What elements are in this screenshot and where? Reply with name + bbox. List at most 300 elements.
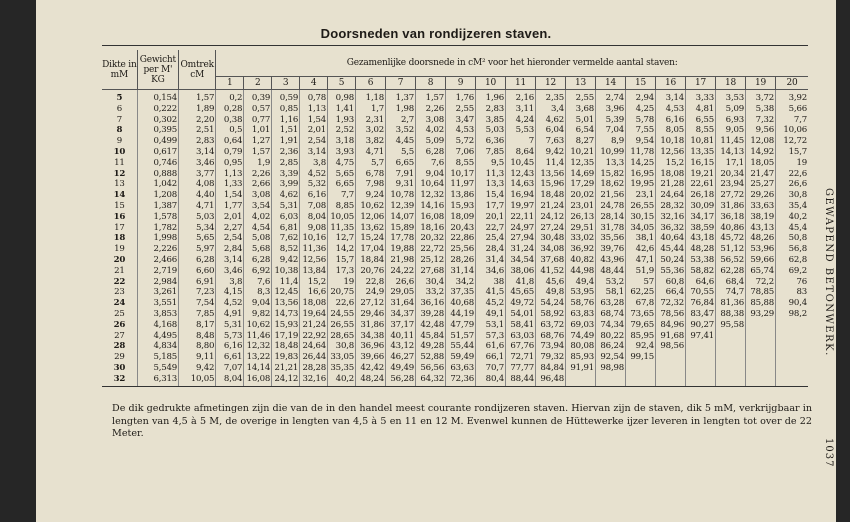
- cell-doorsnede: 6,61: [216, 352, 244, 363]
- cell-doorsnede: 43,13: [746, 223, 776, 234]
- cell-doorsnede: 6,65: [386, 158, 416, 169]
- cell-doorsnede: 98,56: [656, 341, 686, 352]
- cell-doorsnede: 27,68: [416, 266, 446, 277]
- cell-doorsnede: 27,72: [716, 190, 746, 201]
- table-row: [102, 363, 808, 374]
- cell-doorsnede: 34,37: [386, 309, 416, 320]
- cell-gewicht: 4,495: [137, 331, 178, 342]
- header-count: 1: [216, 77, 244, 90]
- cell-doorsnede: 55,44: [446, 341, 476, 352]
- cell-doorsnede: 56,28: [386, 374, 416, 386]
- cell-doorsnede: 16,08: [416, 212, 446, 223]
- cell-doorsnede: [716, 352, 746, 363]
- cell-doorsnede: 7,06: [446, 147, 476, 158]
- cell-doorsnede: 42,42: [356, 363, 386, 374]
- cell-doorsnede: 9,08: [300, 223, 328, 234]
- cell-dikte: 30: [102, 363, 137, 374]
- cell-doorsnede: 56,8: [788, 244, 807, 255]
- cell-doorsnede: 15,7: [328, 255, 356, 266]
- cell-dikte: 8: [102, 125, 137, 136]
- cell-doorsnede: 7,7: [328, 190, 356, 201]
- header-count: 10: [476, 77, 506, 90]
- cell-doorsnede: 6,54: [566, 125, 596, 136]
- cell-doorsnede: 90,4: [788, 298, 807, 309]
- book-page: [36, 0, 836, 522]
- cell-doorsnede: 33,02: [566, 233, 596, 244]
- cell-doorsnede: 3,46: [216, 266, 244, 277]
- cell-doorsnede: 44,19: [446, 309, 476, 320]
- cell-doorsnede: 46,27: [386, 352, 416, 363]
- cell-doorsnede: 5,38: [746, 104, 776, 115]
- cell-doorsnede: 4,62: [272, 190, 300, 201]
- cell-doorsnede: 25,27: [746, 179, 776, 190]
- cell-dikte: 23: [102, 287, 137, 298]
- cell-doorsnede: 12,7: [328, 233, 356, 244]
- cell-doorsnede: 93,29: [746, 309, 776, 320]
- cell-doorsnede: 10,64: [416, 179, 446, 190]
- cell-doorsnede: 57,3: [476, 331, 506, 342]
- cell-doorsnede: 4,81: [686, 104, 716, 115]
- header-count: 17: [686, 77, 716, 90]
- cell-doorsnede: 21,28: [656, 179, 686, 190]
- cell-doorsnede: 18,09: [446, 212, 476, 223]
- cell-doorsnede: 7,08: [300, 201, 328, 212]
- cell-doorsnede: 31,86: [716, 201, 746, 212]
- table-row: [102, 320, 808, 331]
- cell-doorsnede: 1,27: [244, 136, 272, 147]
- cell-doorsnede: 1,16: [272, 115, 300, 126]
- cell-doorsnede: 18,16: [416, 223, 446, 234]
- header-count: 20: [776, 77, 808, 90]
- cell-doorsnede: 66,4: [656, 287, 686, 298]
- cell-doorsnede: 91,91: [566, 363, 596, 374]
- header-count: 3: [272, 77, 300, 90]
- cell-doorsnede: 21,21: [272, 363, 300, 374]
- cell-doorsnede: 63,03: [506, 331, 536, 342]
- cell-doorsnede: 14,14: [244, 363, 272, 374]
- cell-doorsnede: 74,7: [716, 287, 746, 298]
- table-row: [102, 179, 808, 190]
- cell-doorsnede: 40,11: [386, 331, 416, 342]
- cell-doorsnede: 45,44: [656, 244, 686, 255]
- cell-doorsnede: 45,84: [416, 331, 446, 342]
- cell-doorsnede: 4,02: [244, 212, 272, 223]
- cell-doorsnede: 32,16: [656, 212, 686, 223]
- cell-doorsnede: 15,7: [788, 146, 807, 157]
- cell-doorsnede: 3,8: [216, 277, 244, 288]
- cell-doorsnede: 27,12: [356, 298, 386, 309]
- cell-doorsnede: 53,1: [476, 320, 506, 331]
- cell-doorsnede: 7,91: [386, 169, 416, 180]
- cell-doorsnede: 76,84: [686, 298, 716, 309]
- cell-doorsnede: 22,6: [788, 168, 807, 179]
- cell-doorsnede: 15,93: [446, 201, 476, 212]
- cell-doorsnede: 16,95: [626, 169, 656, 180]
- cell-doorsnede: 0,39: [244, 90, 272, 104]
- cell-doorsnede: 39,76: [596, 244, 626, 255]
- cell-doorsnede: 78,56: [656, 309, 686, 320]
- cell-doorsnede: 6,93: [716, 115, 746, 126]
- rebar-section-table: [102, 50, 808, 387]
- cell-doorsnede: 13,35: [686, 147, 716, 158]
- cell-doorsnede: 28,4: [476, 244, 506, 255]
- cell-doorsnede: 22,72: [416, 244, 446, 255]
- header-count: 14: [596, 77, 626, 90]
- cell-doorsnede: 7,04: [596, 125, 626, 136]
- cell-omtrek: 8,80: [179, 341, 216, 352]
- cell-doorsnede: 68,74: [596, 309, 626, 320]
- cell-doorsnede: 55,36: [656, 266, 686, 277]
- cell-dikte: 22: [102, 277, 137, 288]
- cell-doorsnede: [686, 352, 716, 363]
- cell-doorsnede: 2,01: [300, 125, 328, 136]
- cell-doorsnede: 30,15: [626, 212, 656, 223]
- cell-doorsnede: 3,14: [656, 90, 686, 104]
- cell-doorsnede: 38,06: [506, 266, 536, 277]
- cell-gewicht: 0,302: [137, 115, 178, 126]
- cell-doorsnede: 40,2: [788, 211, 807, 222]
- cell-dikte: 29: [102, 352, 137, 363]
- cell-doorsnede: 4,45: [386, 136, 416, 147]
- cell-doorsnede: 15,2: [656, 158, 686, 169]
- cell-doorsnede: 14,63: [506, 179, 536, 190]
- cell-doorsnede: 1,18: [356, 90, 386, 104]
- cell-gewicht: 5,549: [137, 363, 178, 374]
- cell-doorsnede: 61,6: [476, 341, 506, 352]
- cell-doorsnede: 2,66: [244, 179, 272, 190]
- cell-doorsnede: 11,4: [272, 277, 300, 288]
- cell-doorsnede: 2,26: [244, 169, 272, 180]
- cell-doorsnede: 8,52: [272, 244, 300, 255]
- cell-gewicht: 3,551: [137, 298, 178, 309]
- cell-doorsnede: 2,26: [416, 104, 446, 115]
- cell-gewicht: 0,617: [137, 147, 178, 158]
- cell-doorsnede: 33,2: [416, 287, 446, 298]
- cell-doorsnede: 2,55: [566, 90, 596, 104]
- cell-doorsnede: 0,5: [216, 125, 244, 136]
- header-count: 18: [716, 77, 746, 90]
- cell-doorsnede: 24,64: [656, 190, 686, 201]
- cell-doorsnede: 1,51: [272, 125, 300, 136]
- cell-doorsnede: 56,52: [716, 255, 746, 266]
- cell-doorsnede: 16,15: [686, 158, 716, 169]
- cell-doorsnede: 19,83: [272, 352, 300, 363]
- cell-doorsnede: [776, 341, 808, 352]
- cell-dikte: 17: [102, 223, 137, 234]
- cell-dikte: 24: [102, 298, 137, 309]
- cell-gewicht: 6,313: [137, 374, 178, 386]
- cell-doorsnede: 34,6: [476, 266, 506, 277]
- cell-dikte: 14: [102, 190, 137, 201]
- cell-doorsnede: 5,39: [596, 115, 626, 126]
- cell-gewicht: 0,499: [137, 136, 178, 147]
- table-row: [102, 115, 808, 126]
- cell-doorsnede: 29,51: [566, 223, 596, 234]
- cell-doorsnede: 72,36: [446, 374, 476, 386]
- cell-doorsnede: [626, 363, 656, 374]
- cell-doorsnede: 4,15: [216, 287, 244, 298]
- cell-doorsnede: 16,94: [506, 190, 536, 201]
- cell-doorsnede: 49,8: [536, 287, 566, 298]
- cell-doorsnede: 1,77: [216, 201, 244, 212]
- header-count: 2: [244, 77, 272, 90]
- cell-doorsnede: 31,24: [506, 244, 536, 255]
- cell-gewicht: 0,222: [137, 104, 178, 115]
- cell-dikte: 11: [102, 158, 137, 169]
- cell-doorsnede: 65,74: [746, 266, 776, 277]
- cell-doorsnede: 16,6: [300, 287, 328, 298]
- cell-doorsnede: 5,72: [446, 136, 476, 147]
- cell-doorsnede: 10,05: [328, 212, 356, 223]
- cell-doorsnede: 38,1: [626, 233, 656, 244]
- cell-doorsnede: 0,38: [216, 115, 244, 126]
- cell-doorsnede: 1,9: [244, 158, 272, 169]
- cell-doorsnede: 1,96: [476, 90, 506, 104]
- cell-doorsnede: 20,76: [356, 266, 386, 277]
- table-row: [102, 223, 808, 234]
- cell-doorsnede: 11,78: [626, 147, 656, 158]
- cell-doorsnede: 19,64: [300, 309, 328, 320]
- cell-doorsnede: 3,93: [328, 147, 356, 158]
- cell-dikte: 15: [102, 201, 137, 212]
- cell-doorsnede: 39,28: [416, 309, 446, 320]
- cell-doorsnede: 19,21: [686, 169, 716, 180]
- header-group: Gezamenlijke doorsnede in cM² voor het hieronder vermelde aantal staven:: [216, 50, 808, 77]
- cell-omtrek: 9,42: [179, 363, 216, 374]
- cell-doorsnede: 7,85: [476, 147, 506, 158]
- cell-doorsnede: 40,2: [328, 374, 356, 386]
- cell-doorsnede: 83: [796, 287, 807, 298]
- cell-doorsnede: 6,65: [328, 179, 356, 190]
- table-row: [102, 352, 808, 363]
- cell-gewicht: 3,261: [137, 287, 178, 298]
- cell-doorsnede: 14,2: [328, 244, 356, 255]
- cell-doorsnede: 13,84: [300, 266, 328, 277]
- cell-doorsnede: 6,03: [272, 212, 300, 223]
- cell-doorsnede: 3,08: [416, 115, 446, 126]
- cell-doorsnede: 85,95: [626, 331, 656, 342]
- cell-gewicht: 2,719: [137, 266, 178, 277]
- cell-doorsnede: 36,32: [656, 223, 686, 234]
- header-count: 16: [656, 77, 686, 90]
- cell-doorsnede: 76: [796, 276, 807, 287]
- cell-doorsnede: 58,92: [536, 309, 566, 320]
- cell-doorsnede: 12,72: [783, 136, 807, 147]
- cell-doorsnede: 17,04: [356, 244, 386, 255]
- cell-doorsnede: 43,96: [596, 255, 626, 266]
- cell-doorsnede: 44,98: [566, 266, 596, 277]
- top-rule: [102, 45, 808, 46]
- cell-doorsnede: 6,28: [244, 255, 272, 266]
- cell-doorsnede: 1,33: [216, 179, 244, 190]
- cell-doorsnede: 4,53: [446, 125, 476, 136]
- cell-doorsnede: 3,14: [300, 147, 328, 158]
- cell-doorsnede: 31,78: [596, 223, 626, 234]
- cell-doorsnede: 2,74: [596, 90, 626, 104]
- cell-gewicht: 4,834: [137, 341, 178, 352]
- cell-doorsnede: 74,49: [566, 331, 596, 342]
- table-row: [102, 266, 808, 277]
- cell-doorsnede: 2,83: [476, 104, 506, 115]
- cell-gewicht: 1,578: [137, 212, 178, 223]
- cell-doorsnede: 18,08: [300, 298, 328, 309]
- cell-doorsnede: 21,24: [300, 320, 328, 331]
- cell-doorsnede: 5,31: [216, 320, 244, 331]
- cell-doorsnede: 8,3: [244, 287, 272, 298]
- cell-doorsnede: 35,35: [328, 363, 356, 374]
- cell-doorsnede: 24,55: [328, 309, 356, 320]
- cell-doorsnede: 24,97: [506, 223, 536, 234]
- cell-doorsnede: 37,17: [386, 320, 416, 331]
- cell-doorsnede: 58,41: [506, 320, 536, 331]
- cell-dikte: 7: [102, 115, 137, 126]
- cell-omtrek: 6,91: [179, 277, 216, 288]
- cell-doorsnede: 21,24: [536, 201, 566, 212]
- cell-doorsnede: 5,78: [626, 115, 656, 126]
- cell-doorsnede: 54,24: [536, 298, 566, 309]
- cell-doorsnede: 4,75: [328, 158, 356, 169]
- cell-dikte: 26: [102, 320, 137, 331]
- cell-doorsnede: 7,62: [272, 233, 300, 244]
- cell-doorsnede: 38,59: [686, 223, 716, 234]
- cell-doorsnede: [776, 331, 808, 342]
- cell-doorsnede: 13,22: [244, 352, 272, 363]
- cell-doorsnede: 95,58: [716, 320, 746, 331]
- cell-doorsnede: [716, 341, 746, 352]
- cell-doorsnede: 7: [506, 136, 536, 147]
- cell-doorsnede: [776, 352, 808, 363]
- cell-doorsnede: 69,2: [788, 265, 807, 276]
- cell-doorsnede: 48,28: [686, 244, 716, 255]
- cell-doorsnede: 49,49: [386, 363, 416, 374]
- header-count: 12: [536, 77, 566, 90]
- cell-doorsnede: 96,48: [536, 374, 566, 386]
- cell-doorsnede: 30,8: [788, 190, 807, 201]
- cell-dikte: 20: [102, 255, 137, 266]
- table-row: [102, 125, 808, 136]
- cell-doorsnede: 3,02: [356, 125, 386, 136]
- cell-doorsnede: 38: [476, 277, 506, 288]
- cell-doorsnede: 9,56: [746, 125, 776, 136]
- cell-doorsnede: 0,85: [272, 104, 300, 115]
- cell-doorsnede: 90,27: [686, 320, 716, 331]
- cell-doorsnede: 2,84: [216, 244, 244, 255]
- cell-doorsnede: 4,52: [300, 169, 328, 180]
- cell-doorsnede: 5,01: [566, 115, 596, 126]
- cell-doorsnede: 80,08: [566, 341, 596, 352]
- cell-doorsnede: 14,69: [566, 169, 596, 180]
- cell-doorsnede: 23,94: [716, 179, 746, 190]
- cell-doorsnede: 9,42: [272, 255, 300, 266]
- cell-doorsnede: 7,6: [416, 158, 446, 169]
- cell-doorsnede: 2,16: [506, 90, 536, 104]
- table-row: [102, 104, 808, 115]
- cell-doorsnede: 5,66: [788, 103, 807, 114]
- cell-doorsnede: 5,73: [216, 331, 244, 342]
- cell-doorsnede: 98,98: [596, 363, 626, 374]
- cell-doorsnede: 1,01: [244, 125, 272, 136]
- cell-doorsnede: 20,32: [416, 233, 446, 244]
- cell-doorsnede: 0,57: [244, 104, 272, 115]
- cell-doorsnede: 84,84: [536, 363, 566, 374]
- cell-omtrek: 5,97: [179, 244, 216, 255]
- cell-doorsnede: 1,76: [446, 90, 476, 104]
- cell-doorsnede: 11,97: [446, 179, 476, 190]
- cell-doorsnede: 2,31: [356, 115, 386, 126]
- cell-doorsnede: 53,2: [596, 277, 626, 288]
- cell-doorsnede: 19: [328, 277, 356, 288]
- cell-doorsnede: 1,37: [386, 90, 416, 104]
- header-count: 5: [328, 77, 356, 90]
- cell-doorsnede: 26,6: [386, 277, 416, 288]
- cell-doorsnede: 12,08: [746, 136, 776, 147]
- cell-doorsnede: 6,78: [356, 169, 386, 180]
- cell-doorsnede: 6,16: [300, 190, 328, 201]
- cell-doorsnede: 8,9: [596, 136, 626, 147]
- cell-doorsnede: 25,56: [446, 244, 476, 255]
- cell-doorsnede: 3,08: [244, 190, 272, 201]
- header-count: 11: [506, 77, 536, 90]
- cell-doorsnede: 20,34: [716, 169, 746, 180]
- cell-doorsnede: 22,92: [300, 331, 328, 342]
- cell-doorsnede: 11,36: [300, 244, 328, 255]
- cell-doorsnede: 63,83: [566, 309, 596, 320]
- cell-doorsnede: 0,77: [244, 115, 272, 126]
- cell-doorsnede: 45,65: [506, 287, 536, 298]
- cell-dikte: 27: [102, 331, 137, 342]
- cell-doorsnede: 22,7: [476, 223, 506, 234]
- cell-doorsnede: 15,96: [536, 179, 566, 190]
- cell-doorsnede: 17,78: [386, 233, 416, 244]
- cell-doorsnede: 2,54: [216, 233, 244, 244]
- cell-doorsnede: 14,16: [416, 201, 446, 212]
- cell-doorsnede: 0,2: [216, 90, 244, 104]
- cell-doorsnede: 60,8: [656, 277, 686, 288]
- cell-doorsnede: 50,24: [656, 255, 686, 266]
- cell-doorsnede: 9,42: [536, 147, 566, 158]
- cell-gewicht: 0,746: [137, 158, 178, 169]
- cell-doorsnede: 20,43: [446, 223, 476, 234]
- cell-doorsnede: 6,92: [244, 266, 272, 277]
- cell-doorsnede: 31,4: [476, 255, 506, 266]
- header-count: 19: [746, 77, 776, 90]
- cell-doorsnede: 35,56: [596, 233, 626, 244]
- cell-doorsnede: 2,52: [328, 125, 356, 136]
- cell-doorsnede: 9,05: [716, 125, 746, 136]
- cell-doorsnede: 85,93: [566, 352, 596, 363]
- cell-gewicht: 0,395: [137, 125, 178, 136]
- cell-doorsnede: 34,08: [536, 244, 566, 255]
- cell-doorsnede: 29,26: [746, 190, 776, 201]
- cell-dikte: 9: [102, 136, 137, 147]
- cell-doorsnede: 72,71: [506, 352, 536, 363]
- cell-doorsnede: 0,59: [272, 90, 300, 104]
- cell-doorsnede: 9,82: [244, 309, 272, 320]
- cell-dikte: 19: [102, 244, 137, 255]
- cell-doorsnede: 49,28: [416, 341, 446, 352]
- cell-doorsnede: 72,2: [746, 277, 776, 288]
- cell-doorsnede: 40,68: [446, 298, 476, 309]
- cell-doorsnede: 3,92: [788, 93, 807, 103]
- cell-doorsnede: 0,28: [216, 104, 244, 115]
- cell-doorsnede: 33,63: [746, 201, 776, 212]
- cell-doorsnede: 70,55: [686, 287, 716, 298]
- cell-dikte: 12: [102, 169, 137, 180]
- cell-omtrek: 5,34: [179, 223, 216, 234]
- cell-doorsnede: 6,28: [416, 147, 446, 158]
- cell-doorsnede: 12,06: [356, 212, 386, 223]
- cell-doorsnede: 34,2: [446, 277, 476, 288]
